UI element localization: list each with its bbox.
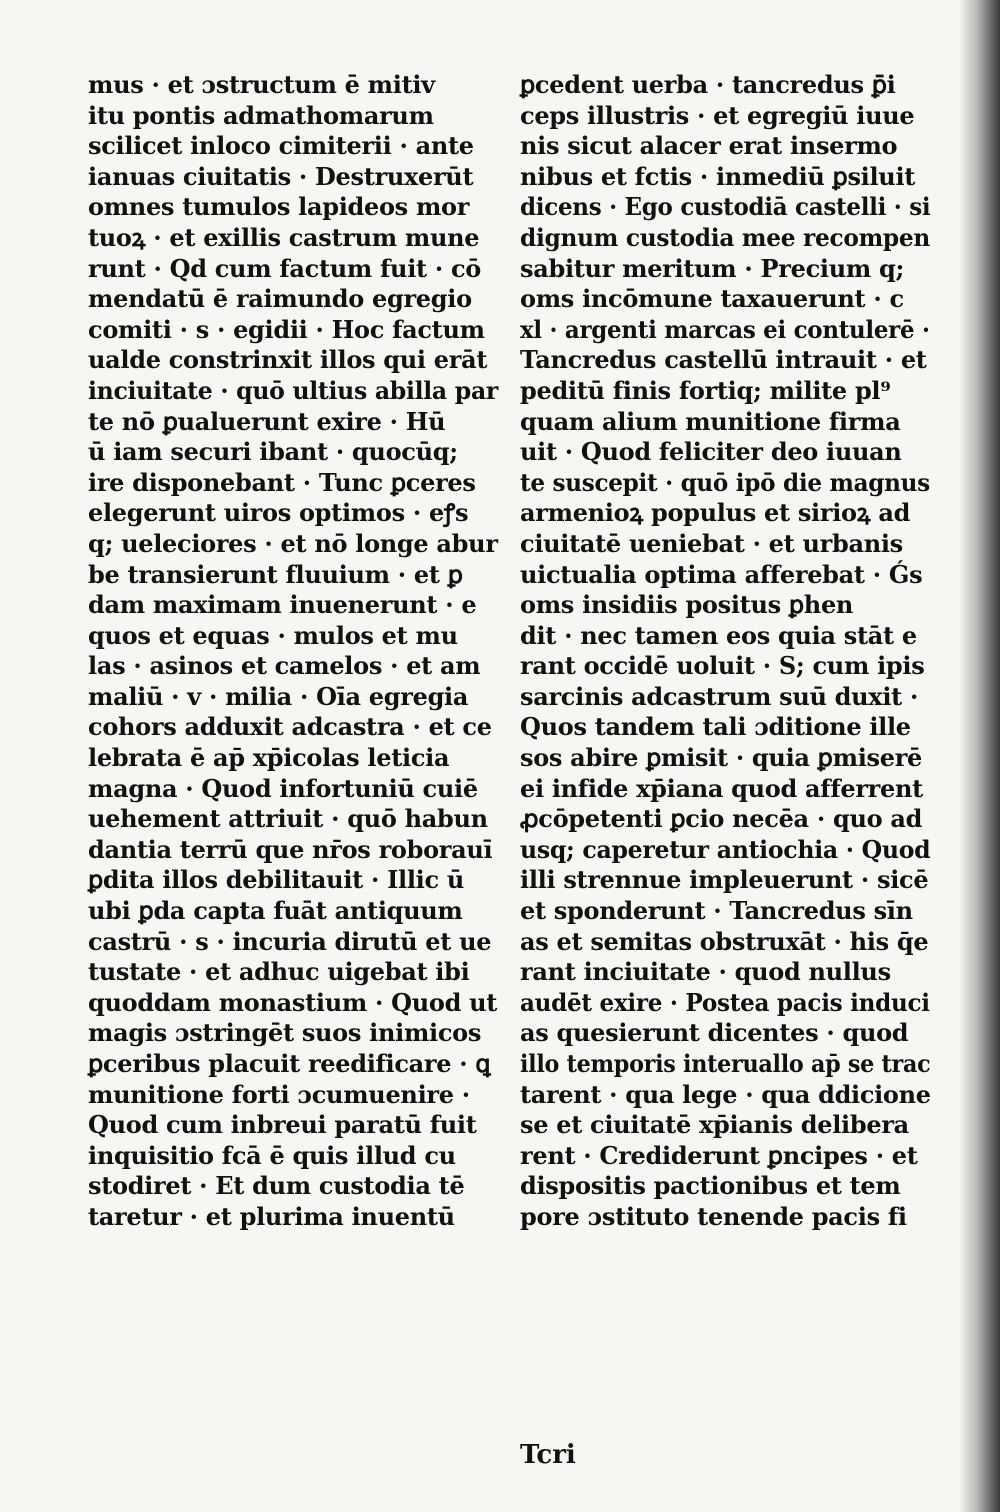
manuscript-line: quoddam monastium · Quod ut [88,987,498,1017]
manuscript-line: as quesierunt dicentes · quod [520,1018,909,1048]
manuscript-line: peditū finis fortiq; milite pl⁹ [520,375,891,405]
manuscript-line: dicens · Ego custodiā castelli · si [520,192,931,222]
manuscript-line: ciuitatē ueniebat · et urbanis [520,528,903,558]
manuscript-line: tuoꝝ · et exillis castrum mune [88,222,480,252]
manuscript-line: pore ɔstituto tenende pacis fi [520,1201,907,1231]
manuscript-line: scilicet inloco cimiterii · ante [88,131,474,161]
manuscript-line: ꝑdita illos debilitauit · Illic ū [88,865,464,895]
manuscript-line: be transierunt fluuium · et ꝑ [88,559,463,589]
manuscript-line: dignum custodia mee recompen [520,222,931,252]
manuscript-line: rant inciuitate · quod nullus [520,957,891,987]
manuscript-line: comiti · s · egidii · Hoc factum [88,314,485,344]
catchword: Tcri [520,1440,576,1470]
manuscript-line: ei infide xp̄iana quod afferrent [520,773,923,803]
manuscript-line: inquisitio fcā ē quis illud cu [88,1140,456,1170]
manuscript-line: mendatū ē raimundo egregio [88,284,472,314]
manuscript-line: mus · et ɔstructum ē mitiv [88,70,435,99]
manuscript-line: Quod cum inbreui paratū fuit [88,1110,477,1140]
manuscript-line: te suscepit · quō ipō die magnus [520,467,930,497]
manuscript-line: tustate · et adhuc uigebat ibi [88,957,470,987]
manuscript-line: uictualia optima afferebat · Ǵs [520,559,923,589]
manuscript-line: as et semitas obstruxāt · his q̄e [520,926,929,956]
manuscript-line: castrū · s · incuria dirutū et ue [88,926,492,956]
manuscript-line: oms incōmune taxauerunt · c [520,284,904,314]
manuscript-line: dit · nec tamen eos quia stāt e [520,620,917,650]
left-text-column [88,70,498,1233]
manuscript-line: dam maximam inuenerunt · e [88,590,477,620]
manuscript-line: ire disponebant · Tunc ꝑceres [88,467,476,497]
manuscript-line: usq; caperetur antiochia · Quod [520,834,931,864]
manuscript-line: te nō ꝑualuerunt exire · Hū [88,406,446,436]
manuscript-line: uehement attriuit · quō habun [88,804,488,834]
manuscript-line: maliū · v · milia · Oīa egregia [88,681,469,711]
manuscript-line: omnes tumulos lapideos mor [88,192,470,222]
manuscript-line: itu pontis admathomarum [88,100,434,130]
manuscript-line: sarcinis adcastrum suū duxit · [520,681,919,711]
manuscript-line: ꝑceribus placuit reedificare · ꝗ [88,1049,491,1078]
manuscript-line: sabitur meritum · Precium q; [520,253,905,283]
right-text-column [520,70,930,1233]
manuscript-line: Tancredus castellū intrauit · et [520,345,927,375]
manuscript-line: dispositis pactionibus et tem [520,1171,901,1201]
manuscript-line: uit · Quod feliciter deo iuuan [520,437,902,467]
manuscript-line: ualde constrinxit illos qui erāt [88,345,488,375]
manuscript-line: armenioꝝ populus et sirioꝝ ad [520,498,911,528]
manuscript-line: elegerunt uiros optimos · eꝭs [88,498,469,528]
manuscript-line: illi strennue impleuerunt · sicē [520,865,929,895]
manuscript-line: dantia terrū que nr̄os roborauī [88,834,493,864]
manuscript-line: rent · Crediderunt ꝑncipes · et [520,1140,918,1170]
manuscript-line: ianuas ciuitatis · Destruxerūt [88,161,474,191]
page-edge-shadow [960,0,1000,1512]
manuscript-line: illo temporis interuallo ap̄ se trac [520,1049,931,1078]
manuscript-line: audēt exire · Postea pacis induci [520,987,930,1017]
manuscript-line: ꝑcedent uerba · tancredus ꝑ̄i [520,70,896,99]
manuscript-line: et sponderunt · Tancredus sīn [520,896,913,926]
manuscript-line: tarent · qua lege · qua ddicione [520,1079,931,1109]
manuscript-line: magis ɔstringēt suos inimicos [88,1018,482,1048]
manuscript-line: magna · Quod infortuniū cuiē [88,773,478,803]
manuscript-line: sos abire ꝑmisit · quia ꝑmiserē [520,743,923,773]
manuscript-line: inciuitate · quō ultius abilla par [88,375,499,405]
manuscript-line: se et ciuitatē xp̄ianis delibera [520,1110,909,1140]
manuscript-line: ceps illustris · et egregiū iuue [520,100,915,130]
manuscript-line: quos et equas · mulos et mu [88,620,458,650]
manuscript-line: rant occidē uoluit · S; cum ipis [520,651,925,681]
manuscript-line: ū iam securi ibant · quocūq; [88,437,458,467]
manuscript-line: runt · Qd cum factum fuit · cō [88,253,481,283]
manuscript-line: xl · argenti marcas ei contulerē · [520,314,930,344]
manuscript-line: ubi ꝑda capta fuāt antiquum [88,896,463,926]
manuscript-line: oms insidiis positus ꝑhen [520,590,854,620]
manuscript-line: munitione forti ɔcumuenire · [88,1079,470,1109]
manuscript-line: taretur · et plurima inuentū [88,1201,455,1231]
manuscript-line: quam alium munitione firma [520,406,901,436]
manuscript-line: q; ueleciores · et nō longe abur [88,528,498,558]
manuscript-line: lebrata ē ap̄ xp̄icolas leticia [88,743,450,773]
manuscript-line: nis sicut alacer erat insermo [520,131,898,161]
manuscript-line: nibus et fctis · inmediū ꝑsiluit [520,161,916,191]
manuscript-line: Quos tandem tali ɔditione ille [520,712,911,742]
manuscript-line: cohors adduxit adcastra · et ce [88,712,492,742]
manuscript-line: stodiret · Et dum custodia tē [88,1171,465,1201]
manuscript-line: ꝓcōpetenti ꝑcio necēa · quo ad [520,804,923,834]
manuscript-line: las · asinos et camelos · et am [88,651,481,681]
